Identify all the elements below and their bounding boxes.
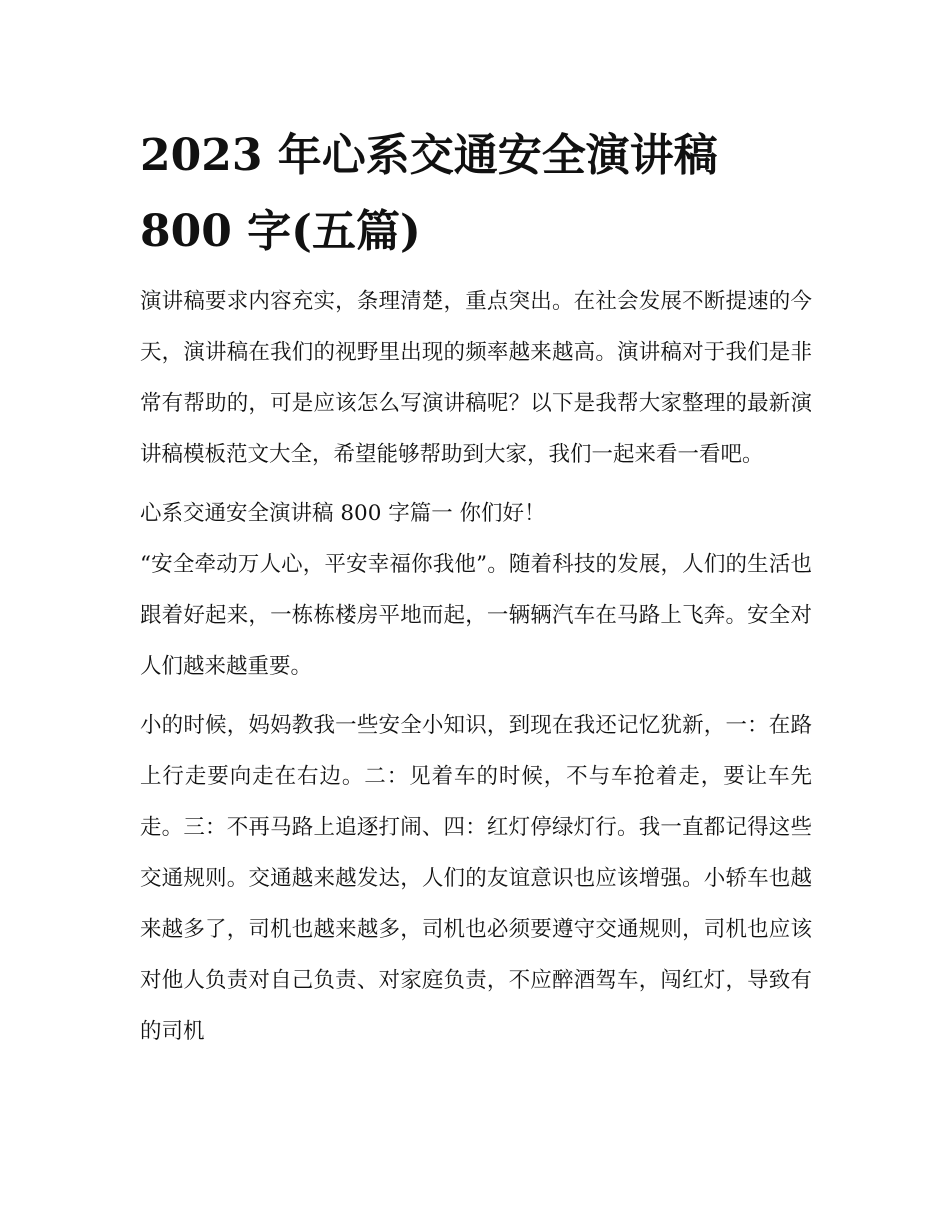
document-title (140, 118, 812, 270)
document-body (140, 118, 812, 1065)
title-line-1: 2023 年心系交通安全演讲稿 (140, 130, 718, 181)
title-line-2: 800 字(五篇) (140, 206, 421, 257)
body-paragraph-2: 小的时候，妈妈教我一些安全小知识，到现在我还记忆犹新，一：在路上行走要向走在右边。二：见着车的时候，不与车抢着走，要让车先走。三：不再马路上追逐打闹、四：红灯停绿灯行。我一直都记得这些交通规则。交通越来越发达，人们的友谊意识也应该增强。小轿车也越来越多了，司机也越来越多，司机也必须要遵守交通规则，司机也应该对他人负责对自己负责、对家庭负责，不应醉酒驾车，闯红灯，导致有的司机 (140, 713, 812, 1044)
body-paragraph-1: “安全牵动万人心，平安幸福你我他”。随着科技的发展，人们的生活也跟着好起来，一栋栋楼房平地而起，一辆辆汽车在马路上飞奔。安全对人们越来越重要。 (140, 552, 812, 679)
section-heading-paragraph: 心系交通安全演讲稿 800 字篇一 你们好！ (140, 501, 546, 526)
intro-paragraph: 演讲稿要求内容充实，条理清楚，重点突出。在社会发展不断提速的今天，演讲稿在我们的视野里出现的频率越来越高。演讲稿对于我们是非常有帮助的，可是应该怎么写演讲稿呢？以下是我帮大家整理的最新演讲稿模板范文大全，希望能够帮助到大家，我们一起来看一看吧。 (140, 289, 812, 467)
